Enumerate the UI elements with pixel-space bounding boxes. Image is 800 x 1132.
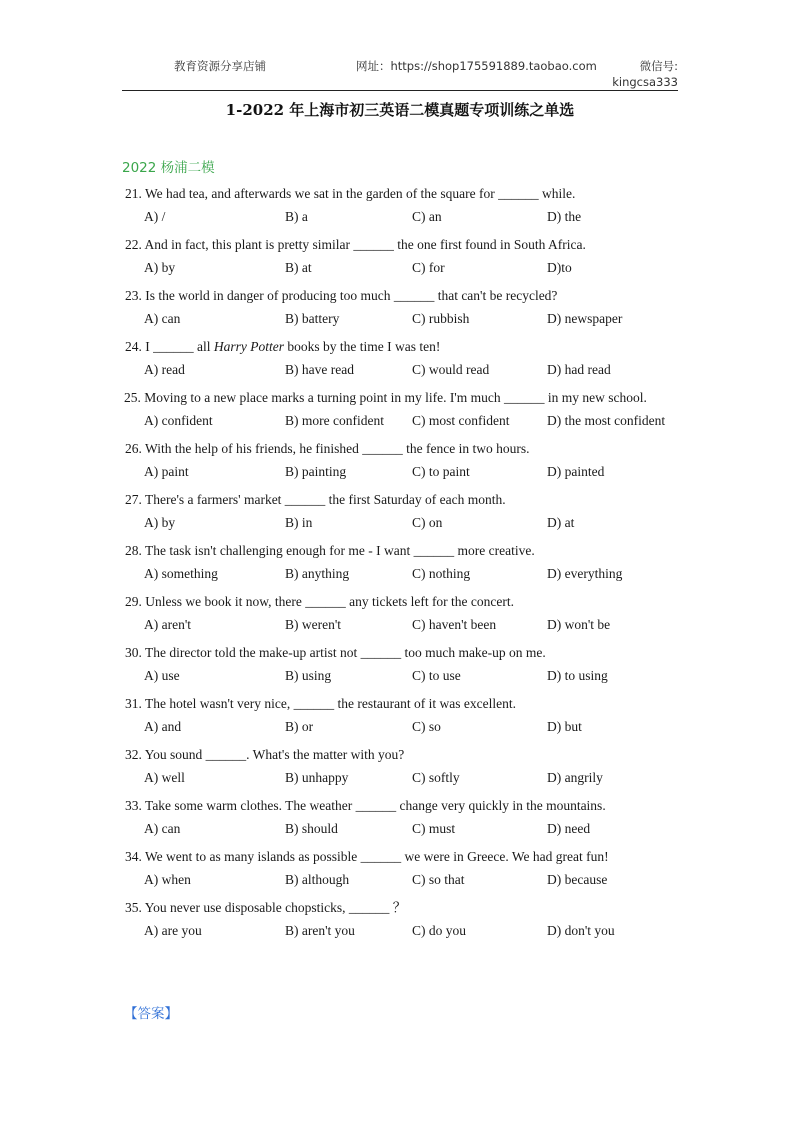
question-stem <box>122 181 678 206</box>
question-stem <box>122 232 678 257</box>
option-b: B) or <box>285 719 314 734</box>
option-c: C) haven't been <box>412 617 497 632</box>
option-a: A) aren't <box>144 617 192 632</box>
option-c: C) on <box>412 515 443 530</box>
question-number: 29. <box>125 594 146 609</box>
option-row <box>122 206 678 232</box>
question-item <box>122 589 678 640</box>
option-d: D) to using <box>547 668 608 683</box>
question-number: 30. <box>125 645 146 660</box>
option-row <box>122 920 678 946</box>
question-item <box>122 334 678 385</box>
question-text: We went to as many islands as possible ______ we were in Greece. We had great fun! <box>145 849 609 864</box>
question-item <box>122 232 678 283</box>
question-stem <box>122 640 678 665</box>
option-row <box>122 716 678 742</box>
question-number: 33. <box>125 798 146 813</box>
option-a: A) when <box>144 872 191 887</box>
question-number: 27. <box>125 492 146 507</box>
question-text: books by the time I was ten! <box>284 339 441 354</box>
option-a: A) are you <box>144 923 202 938</box>
wechat-label: 微信号: <box>639 59 678 73</box>
option-row <box>122 410 678 436</box>
question-number: 35. <box>125 900 145 915</box>
option-b: B) painting <box>285 464 347 479</box>
question-text: The hotel wasn't very nice, ______ the restaurant of it was excellent. <box>145 696 516 711</box>
option-a: A) and <box>144 719 182 734</box>
question-text: Moving to a new place marks a turning point in my life. I'm much ______ in my new school. <box>144 390 647 405</box>
question-text: We had tea, and afterwards we sat in the garden of the square for ______ while. <box>145 186 576 201</box>
question-number: 26. <box>125 441 146 456</box>
option-a: A) read <box>144 362 185 377</box>
option-c: C) softly <box>412 770 460 785</box>
option-a: A) confident <box>144 413 213 428</box>
option-a: A) by <box>144 515 176 530</box>
question-text: Is the world in danger of producing too much ______ that can't be recycled? <box>145 288 558 303</box>
option-row <box>122 818 678 844</box>
question-stem <box>122 742 678 767</box>
question-item <box>122 487 678 538</box>
question-item <box>122 793 678 844</box>
option-row <box>122 257 678 283</box>
question-text: And in fact, this plant is pretty similar ______ the one first found in South Africa. <box>144 237 586 252</box>
question-text-italic: Harry Potter <box>213 339 284 354</box>
question-stem <box>122 487 678 512</box>
question-number: 34. <box>125 849 146 864</box>
option-d: D) because <box>547 872 608 887</box>
question-stem <box>122 334 678 359</box>
option-d: D) need <box>547 821 591 836</box>
question-text: There's a farmers' market ______ the first Saturday of each month. <box>145 492 506 507</box>
option-a: A) can <box>144 311 181 326</box>
option-d: D) painted <box>547 464 605 479</box>
question-text: With the help of his friends, he finished ______ the fence in two hours. <box>145 441 530 456</box>
question-number: 32. <box>125 747 145 762</box>
question-text: Unless we book it now, there ______ any tickets left for the concert. <box>145 594 515 609</box>
option-b: B) using <box>285 668 332 683</box>
option-c: C) an <box>412 209 442 224</box>
option-b: B) unhappy <box>285 770 349 785</box>
option-c: C) so that <box>412 872 465 887</box>
wechat-id: kingcsa333 <box>612 75 678 89</box>
question-item <box>122 436 678 487</box>
option-d: D) had read <box>547 362 611 377</box>
question-number: 23. <box>125 288 146 303</box>
question-item <box>122 538 678 589</box>
option-b: B) more confident <box>285 413 384 428</box>
question-number: 21. <box>125 186 146 201</box>
option-row <box>122 614 678 640</box>
option-b: B) have read <box>285 362 354 377</box>
option-d: D) newspaper <box>547 311 623 326</box>
option-a: A) well <box>144 770 185 785</box>
question-stem <box>122 691 678 716</box>
question-item <box>122 640 678 691</box>
question-list <box>122 181 678 946</box>
option-b: B) in <box>285 515 313 530</box>
option-row <box>122 767 678 793</box>
question-text: The task isn't challenging enough for me - I want ______ more creative. <box>145 543 535 558</box>
question-stem <box>122 793 678 818</box>
option-b: B) anything <box>285 566 350 581</box>
option-row <box>122 563 678 589</box>
option-d: D) won't be <box>547 617 611 632</box>
option-c: C) do you <box>412 923 466 938</box>
option-a: A) use <box>144 668 180 683</box>
question-number: 28. <box>125 543 146 558</box>
shop-website: 网址：https://shop175591889.taobao.com <box>356 59 597 73</box>
option-d: D) angrily <box>547 770 603 785</box>
option-b: B) at <box>285 260 312 275</box>
question-stem <box>122 895 678 920</box>
option-d: D)to <box>547 260 572 275</box>
option-row <box>122 359 678 385</box>
option-b: B) weren't <box>285 617 342 632</box>
question-number: 31. <box>125 696 146 711</box>
option-a: A) something <box>144 566 218 581</box>
option-d: D) everything <box>547 566 623 581</box>
option-c: C) nothing <box>412 566 471 581</box>
question-text: I ______ all <box>145 339 214 354</box>
question-number: 22. <box>125 237 145 252</box>
question-item <box>122 895 678 946</box>
page-title: 1-2022 年上海市初三英语二模真题专项训练之单选 <box>225 101 575 119</box>
shop-name: 教育资源分享店铺 <box>174 59 266 73</box>
option-c: C) to use <box>412 668 461 683</box>
option-d: D) at <box>547 515 575 530</box>
question-item <box>122 742 678 793</box>
question-stem <box>122 844 678 869</box>
question-number: 25. <box>124 390 145 405</box>
option-c: C) so <box>412 719 441 734</box>
option-b: B) a <box>285 209 308 224</box>
question-stem <box>122 385 678 410</box>
question-stem <box>122 283 678 308</box>
option-b: B) aren't you <box>285 923 355 938</box>
option-c: C) must <box>412 821 456 836</box>
option-d: D) the most confident <box>547 413 666 428</box>
option-row <box>122 512 678 538</box>
question-number: 24. <box>125 339 146 354</box>
option-d: D) the <box>547 209 582 224</box>
question-item <box>122 283 678 334</box>
question-stem <box>122 538 678 563</box>
option-c: C) would read <box>412 362 490 377</box>
option-b: B) battery <box>285 311 340 326</box>
option-b: B) although <box>285 872 350 887</box>
option-row <box>122 308 678 334</box>
option-c: C) for <box>412 260 445 275</box>
answer-heading: 【答案】 <box>124 1006 178 1022</box>
question-stem <box>122 436 678 461</box>
option-c: C) rubbish <box>412 311 470 326</box>
question-text: You sound ______. What's the matter with you? <box>144 747 405 762</box>
section-heading: 2022 杨浦二模 <box>122 160 215 176</box>
question-text: The director told the make-up artist not ______ too much make-up on me. <box>145 645 546 660</box>
option-row <box>122 665 678 691</box>
question-item <box>122 691 678 742</box>
option-a: A) / <box>144 209 166 224</box>
option-a: A) by <box>144 260 176 275</box>
option-a: A) can <box>144 821 181 836</box>
option-b: B) should <box>285 821 338 836</box>
question-stem <box>122 589 678 614</box>
option-d: D) but <box>547 719 582 734</box>
wechat-info <box>608 58 678 90</box>
question-item <box>122 385 678 436</box>
question-item <box>122 844 678 895</box>
page-header <box>122 54 678 91</box>
option-d: D) don't you <box>547 923 615 938</box>
question-text: You never use disposable chopsticks, ______ ？ <box>144 900 407 915</box>
question-item <box>122 181 678 232</box>
option-c: C) most confident <box>412 413 510 428</box>
option-row <box>122 461 678 487</box>
option-row <box>122 869 678 895</box>
option-a: A) paint <box>144 464 189 479</box>
option-c: C) to paint <box>412 464 470 479</box>
question-text: Take some warm clothes. The weather ______ change very quickly in the mountains. <box>145 798 606 813</box>
